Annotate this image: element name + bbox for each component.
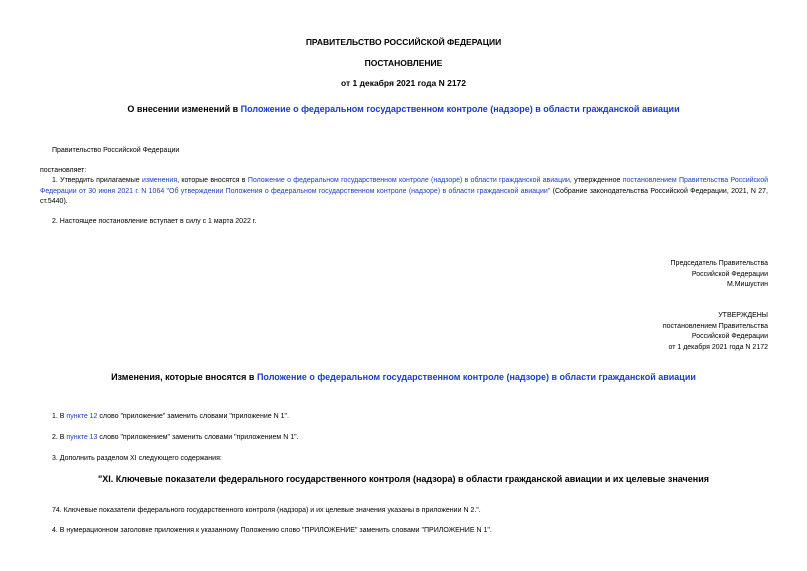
decides-line: постановляет: [40, 167, 87, 174]
link-changes[interactable]: изменения [141, 177, 178, 184]
item-1 [40, 176, 768, 208]
item-1-text-a: 1. Утвердить прилагаемые [52, 177, 142, 184]
item-1-text-d: (Собрание законодательства Российской Федерации, 2021, N 27, ст.5440). [40, 187, 769, 205]
document-date: от 1 декабря 2021 года N 2172 [340, 78, 467, 88]
link-regulation[interactable]: Положение о федеральном государственном контроле (надзоре) в области гражданской авиации [247, 177, 570, 184]
document-title [0, 104, 807, 114]
item-2: 2. Настоящее постановление вступает в силу с 1 марта 2022 г. [52, 218, 257, 225]
link-point-13[interactable]: пункте 13 [66, 434, 98, 441]
point-74: 74. Ключевые показатели федерального государственного контроля (надзора) и их целевые значения указаны в приложении N 2.". [52, 507, 481, 514]
government-heading: ПРАВИТЕЛЬСТВО РОССИЙСКОЙ ФЕДЕРАЦИИ [305, 37, 502, 47]
changes-title-prefix: Изменения, которые вносятся в [111, 372, 257, 382]
signature-name: М.Мишустин [726, 281, 768, 288]
government-line: Правительство Российской Федерации [52, 147, 180, 154]
approved-by: постановлением Правительства [662, 322, 768, 330]
change-3: 3. Дополнить разделом XI следующего содержания: [52, 455, 222, 462]
change-1-text-b: слово "приложение" заменить словами "приложение N 1". [97, 413, 289, 420]
link-point-12[interactable]: пункте 12 [66, 413, 98, 420]
signature-position: Председатель Правительства [670, 260, 768, 267]
change-2-text-a: 2. В [52, 434, 67, 441]
change-2 [52, 433, 299, 444]
item-1-text-c: , утвержденное [569, 177, 623, 184]
approved-label: УТВЕРЖДЕНЫ [718, 312, 768, 319]
change-1 [52, 412, 289, 423]
change-2-text-b: слово "приложением" заменить словами "приложением N 1". [97, 434, 299, 441]
changes-title-link[interactable]: Положение о федеральном государственном контроле (надзоре) в области гражданской авиации [256, 372, 696, 382]
section-xi-heading: "XI. Ключевые показатели федерального государственного контроля (надзора) в области гражданской авиации и их целевые значения [98, 474, 709, 484]
link-decree-1064[interactable]: постановлением Правительства Российской Федерации от 30 июня 2021 г. N 1064 "Об утверждении Положения о федеральном государственном контроле (надзоре) в области гражданской авиации" [40, 177, 769, 195]
approved-country: Российской Федерации [691, 333, 768, 340]
document-type: ПОСТАНОВЛЕНИЕ [364, 58, 443, 68]
approved-date: от 1 декабря 2021 года N 2172 [668, 343, 768, 351]
changes-title [0, 372, 807, 382]
change-4: 4. В нумерационном заголовке приложения к указанному Положению слово "ПРИЛОЖЕНИЕ" заменить словами "ПРИЛОЖЕНИЕ N 1". [52, 527, 492, 534]
signature-country: Российской Федерации [691, 270, 768, 278]
title-prefix: О внесении изменений в [127, 104, 241, 114]
change-1-text-a: 1. В [52, 413, 67, 420]
item-1-text-b: , которые вносятся в [177, 177, 248, 184]
title-link[interactable]: Положение о федеральном государственном контроле (надзоре) в области гражданской авиации [240, 104, 680, 114]
